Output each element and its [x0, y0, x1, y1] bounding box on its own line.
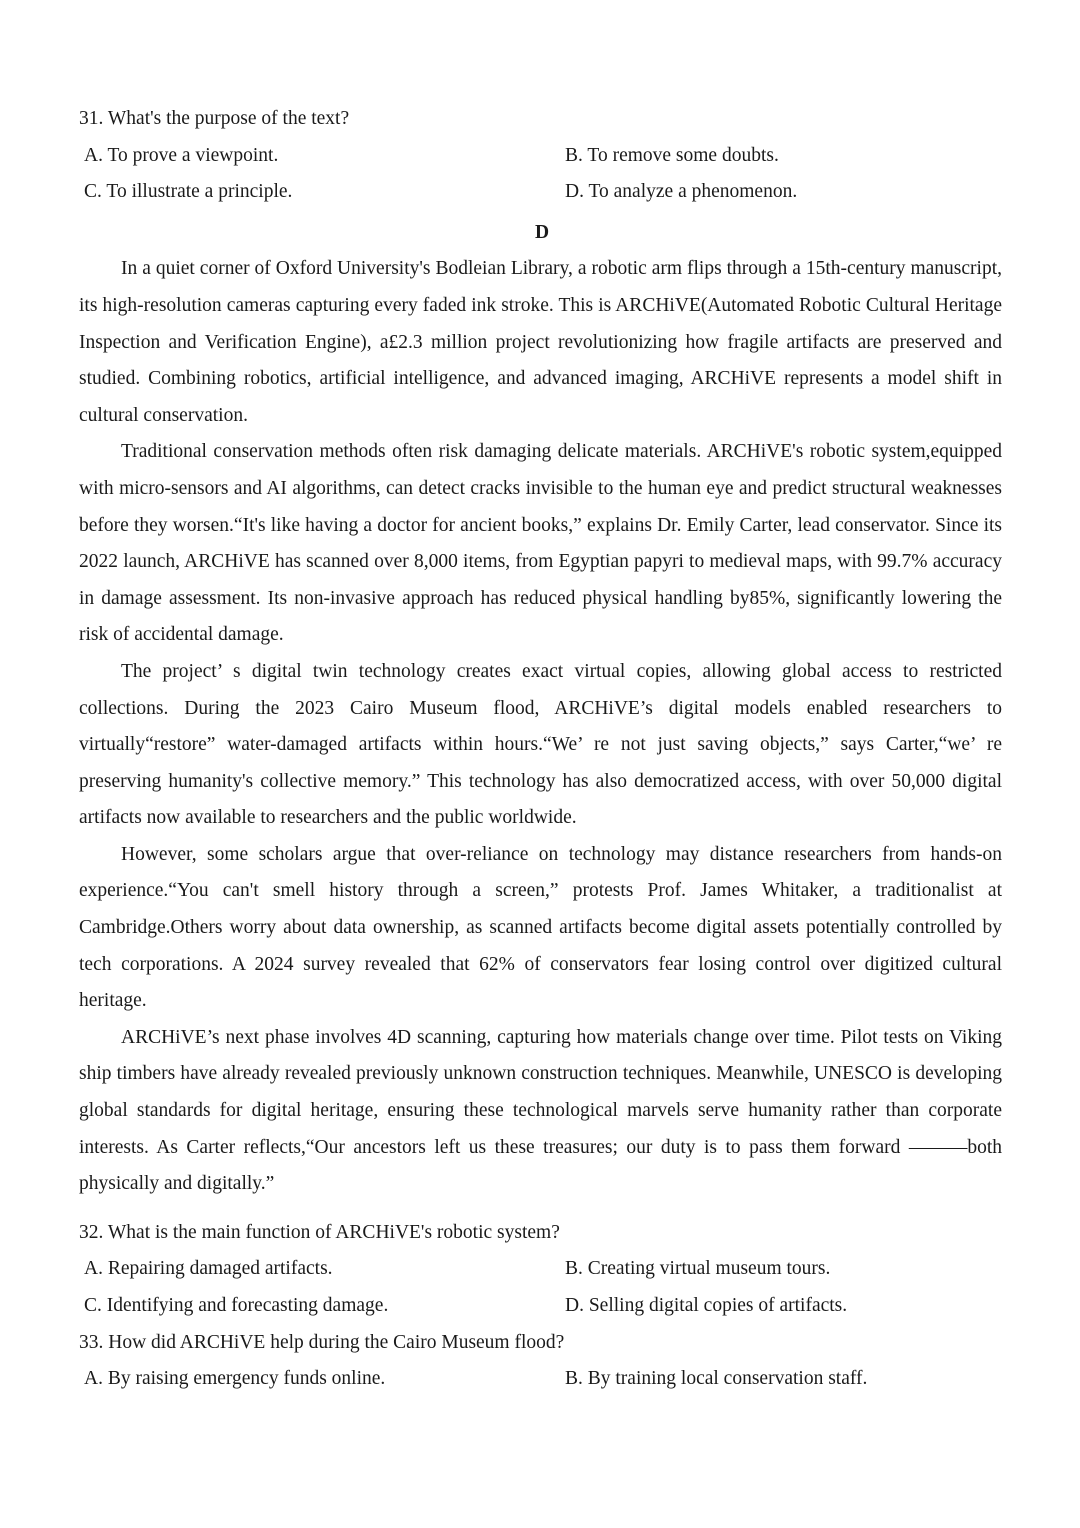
passage-paragraph: ARCHiVE’s next phase involves 4D scanning, capturing how materials change over time. Pilot tests on Viking ship timbers have already revealed previously unknown construction techniques. Meanwhile, UNESCO is developing global standards for digital heritage, ensuring these technological marvels serve humanity rather than corporate interests. As Carter reflects,“Our ancestors left us these treasures; our duty is to pass them forward ———both physically and digitally.”: [79, 1026, 1002, 1195]
options-row: [79, 138, 1002, 175]
passage-paragraph: Traditional conservation methods often risk damaging delicate materials. ARCHiVE's robotic system,equipped with micro-sensors and AI algorithms, can detect cracks invisible to the human eye and predict structural weaknesses before they worsen.“It's like having a doctor for ancient books,” explains Dr. Emily Carter, lead conservator. Since its 2022 launch, ARCHiVE has scanned over 8,000 items, from Egyptian papyri to medieval maps, with 99.7% accuracy in damage assessment. Its non-invasive approach has reduced physical handling by85%, significantly lowering the risk of accidental damage.: [79, 441, 1002, 646]
option-a: A. By raising emergency funds online.: [84, 1368, 386, 1390]
option-a: A. To prove a viewpoint.: [84, 144, 279, 166]
option-c: C. To illustrate a principle.: [84, 181, 293, 203]
passage-title: D: [534, 221, 550, 243]
passage-paragraph: The project’ s digital twin technology creates exact virtual copies, allowing global access to restricted collections. During the 2023 Cairo Museum flood, ARCHiVE’s digital models enabled researchers to virtually“restore” water-damaged artifacts within hours.“We’ re not just saving objects,” says Carter,“we’ re preserving humanity's collective memory.” This technology has also democratized access, with over 50,000 digital artifacts now available to researchers and the public worldwide.: [79, 660, 1002, 829]
option-b: B. By training local conservation staff.: [565, 1368, 868, 1390]
exam-page: [79, 101, 1002, 1398]
question-stem: 32. What is the main function of ARCHiVE's robotic system?: [79, 1221, 560, 1243]
option-d: D. Selling digital copies of artifacts.: [565, 1295, 848, 1316]
question-31: [79, 101, 1002, 211]
option-b: B. To remove some doubts.: [565, 144, 779, 166]
option-d: D. To analyze a phenomenon.: [565, 181, 798, 203]
options-row: [79, 1361, 1002, 1398]
options-row: [79, 174, 1002, 211]
option-c: C. Identifying and forecasting damage.: [84, 1295, 389, 1316]
option-a: A. Repairing damaged artifacts.: [84, 1258, 333, 1280]
option-b: B. Creating virtual museum tours.: [565, 1258, 831, 1280]
passage-body: [79, 251, 1002, 1202]
options-row: [79, 1251, 1002, 1288]
question-32: [79, 1215, 1002, 1325]
question-stem: 31. What's the purpose of the text?: [79, 108, 350, 129]
passage-paragraph: However, some scholars argue that over-reliance on technology may distance researchers from hands-on experience.“You can't smell history through a screen,” protests Prof. James Whitaker, a traditionalist at Cambridge.Others worry about data ownership, as scanned artifacts become digital assets potentially controlled by tech corporations. A 2024 survey revealed that 62% of conservators fear losing control over digitized cultural heritage.: [79, 843, 1002, 1012]
question-stem: 33. How did ARCHiVE help during the Cairo Museum flood?: [79, 1331, 565, 1353]
question-33: [79, 1325, 1002, 1398]
options-row: [79, 1288, 1002, 1325]
passage-paragraph: In a quiet corner of Oxford University's Bodleian Library, a robotic arm flips through a 15th-century manuscript, its high-resolution cameras capturing every faded ink stroke. This is ARCHiVE(Automated Robotic Cultural Heritage Inspection and Verification Engine), a£2.3 million project revolutionizing how fragile artifacts are preserved and studied. Combining robotics, artificial intelligence, and advanced imaging, ARCHiVE represents a model shift in cultural conservation.: [79, 258, 1002, 426]
